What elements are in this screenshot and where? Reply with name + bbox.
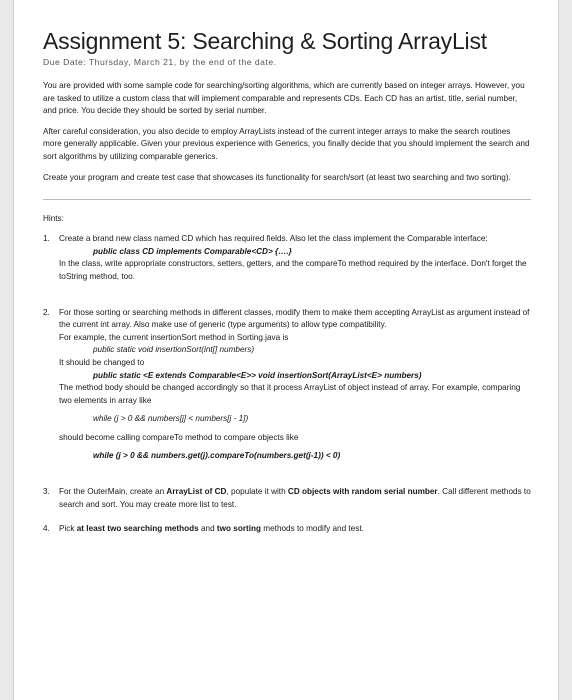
hint-item-1 bbox=[43, 233, 531, 283]
code-snippet: public static void insertionSort(int[] numbers) bbox=[93, 345, 255, 355]
hint-text-part: methods to modify and test. bbox=[261, 524, 364, 534]
document-page bbox=[14, 0, 558, 700]
hint-text: Create a brand new class named CD which has required fields. Also let the class implement the Comparable interface: bbox=[59, 234, 488, 244]
code-snippet: while (j > 0 && numbers.get(j).compareTo(numbers.get(j-1)) < 0) bbox=[93, 451, 341, 461]
hint-text-part: Pick bbox=[59, 524, 77, 534]
hint-emphasis: ArrayList of CD bbox=[166, 487, 227, 497]
viewer-right-margin bbox=[558, 0, 572, 700]
hint-number: 1. bbox=[43, 234, 50, 244]
intro-paragraph: You are provided with some sample code for searching/sorting algorithms, which are currently based on integer arrays. However, you are tasked to utilize a custom class that will implement comparable and represents CDs. Each CD has an artist, title, serial number, and price. You decide they should be sorted by serial number. bbox=[43, 81, 525, 116]
hint-emphasis: CD objects with random serial number bbox=[287, 487, 438, 497]
hint-emphasis: two sorting bbox=[216, 524, 262, 534]
hint-number: 2. bbox=[43, 307, 50, 317]
hint-item-3 bbox=[43, 486, 531, 511]
hints-heading: Hints: bbox=[43, 214, 64, 224]
hint-text-part: For the OuterMain, create an bbox=[59, 487, 167, 497]
hint-text: In the class, write appropriate constructors, setters, getters, and the compareTo method required by the interface. Don't forget the toString method, too. bbox=[59, 259, 527, 281]
hint-text: For example, the current insertionSort method in Sorting.java is bbox=[59, 332, 289, 342]
page-title: Assignment 5: Searching & Sorting ArrayList bbox=[43, 28, 487, 54]
viewer-left-margin bbox=[0, 0, 14, 700]
code-snippet: while (j > 0 && numbers[j] < numbers[j - 1]) bbox=[93, 414, 249, 424]
hint-text: should become calling compareTo method to compare objects like bbox=[59, 432, 299, 442]
hints-list bbox=[43, 233, 531, 536]
hint-text-part: . Call different methods to search and sort. You may create more list to test. bbox=[59, 487, 531, 509]
hint-text-part: , populate it with bbox=[226, 487, 288, 497]
code-snippet: public class CD implements Comparable<CD> {….} bbox=[93, 246, 292, 256]
hint-text: The method body should be changed accordingly so that it process ArrayList of object instead of array. For example, comparing two elements in array like bbox=[59, 383, 521, 405]
hint-item-4 bbox=[43, 523, 531, 536]
hint-item-2 bbox=[43, 307, 531, 464]
hint-emphasis: at least two searching methods bbox=[76, 524, 199, 534]
section-divider bbox=[43, 199, 531, 200]
code-snippet: public static <E extends Comparable<E>> void insertionSort(ArrayList<E> numbers) bbox=[93, 370, 422, 380]
hint-text-part: and bbox=[198, 524, 217, 534]
hint-text bbox=[59, 523, 531, 536]
hint-text bbox=[59, 486, 531, 511]
hint-number: 4. bbox=[43, 524, 50, 534]
task-paragraph: Create your program and create test case that showcases its functionality for search/sort (at least two searching and two sorting). bbox=[43, 172, 511, 182]
due-date: Due Date: Thursday, March 21, by the end of the date. bbox=[43, 57, 277, 67]
hint-number: 3. bbox=[43, 487, 50, 497]
hint-text: It should be changed to bbox=[59, 357, 145, 367]
approach-paragraph: After careful consideration, you also decide to employ ArrayLists instead of the current integer arrays to make the search routines more generally applicable. Given your previous experience with Generics, you finally decide that you should implement the search and sort algorithms by utilizing comparable generics. bbox=[43, 126, 530, 161]
hint-text: For those sorting or searching methods in different classes, modify them to make them accepting ArrayList as argument instead of the current int array. Also make use of generic (type arguments) to allow type compatibility. bbox=[59, 307, 530, 330]
document-content bbox=[43, 26, 531, 536]
